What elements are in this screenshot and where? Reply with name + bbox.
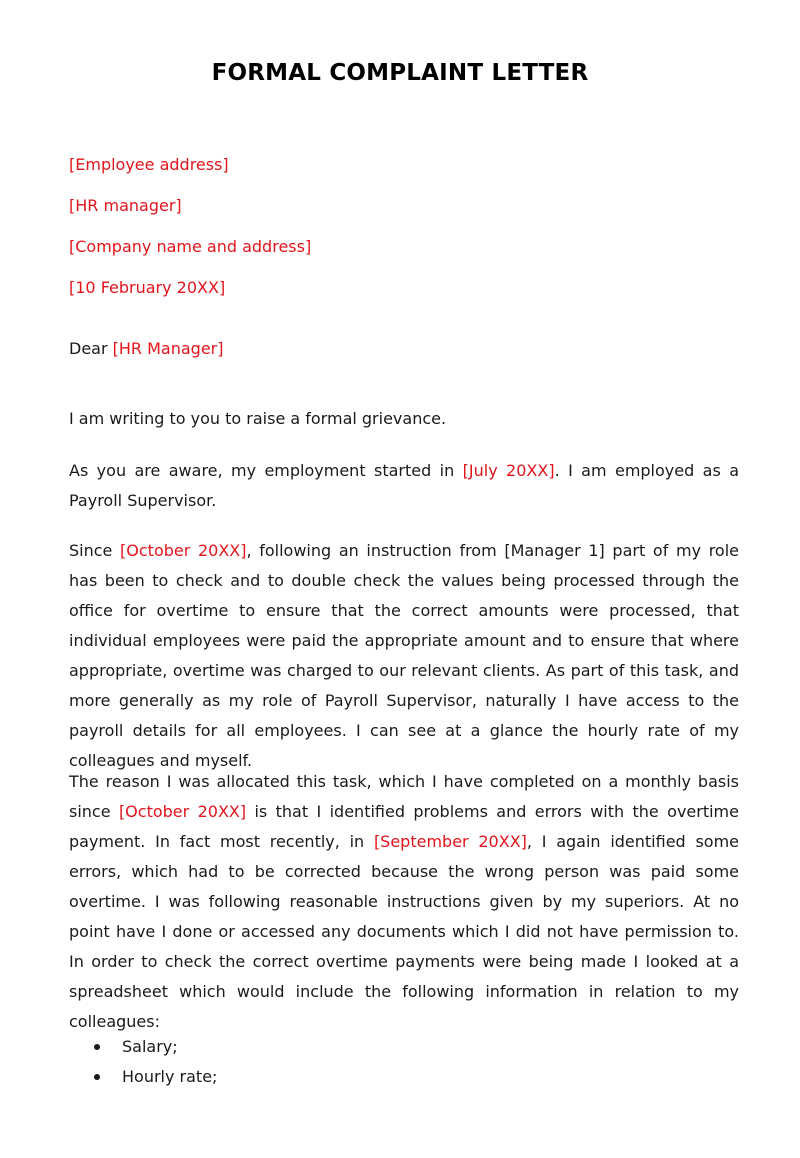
paragraph-reason (69, 767, 739, 1037)
salutation-name: [HR Manager] (112, 339, 224, 358)
para2-text-a: As you are aware, my employment started in (69, 461, 463, 480)
para4-date-1: [October 20XX] (118, 802, 247, 821)
hr-manager-line: [HR manager] (69, 196, 182, 215)
list-item (94, 1032, 217, 1062)
para3-text-b: , following an instruction from [Manager 1] part of my role has been to check and to double check the values being processed through the office for overtime to ensure that the correct amounts were processed, that individual employees were paid the appropriate amount and to ensure that where appropriate, overtime was charged to our relevant clients. As part of this task, and more generally as my role of Payroll Supervisor, naturally I have access to the payroll details for all employees. I can see at a glance the hourly rate of my colleagues and myself. (69, 541, 739, 770)
para4-text-c: , I again identified some errors, which had to be corrected because the wrong person was paid some overtime. I was following reasonable instructions given by my superiors. At no point have I done or accessed any documents which I did not have permission to. In order to check the correct overtime payments were being made I looked at a spreadsheet which would include the following information in relation to my colleagues: (69, 832, 740, 1031)
para3-text-a: Since (69, 541, 121, 560)
para4-date-2: [September 20XX] (373, 832, 527, 851)
para2-start-date: [July 20XX] (462, 461, 555, 480)
salutation-prefix: Dear (69, 339, 113, 358)
employee-address: [Employee address] (69, 155, 229, 174)
company-name-address: [Company name and address] (69, 237, 312, 256)
para4-text-b: is that I identified problems and errors with the overtime payment. In fact most recently, in (69, 802, 739, 851)
paragraph-role (69, 536, 739, 776)
bullet-icon (94, 1074, 100, 1080)
letter-date: [10 February 20XX] (69, 278, 226, 297)
bullet-icon (94, 1044, 100, 1050)
para4-text-a: The reason I was allocated this task, which I have completed on a monthly basis since (69, 772, 739, 821)
salutation (69, 339, 224, 359)
paragraph-intro: I am writing to you to raise a formal grievance. (69, 409, 447, 428)
para3-date: [October 20XX] (120, 541, 247, 560)
para2-text-b: . I am employed as a Payroll Supervisor. (69, 461, 739, 510)
list-item (94, 1062, 217, 1092)
bullet-text: Hourly rate; (122, 1067, 218, 1086)
paragraph-employment (69, 456, 739, 516)
letter-title: FORMAL COMPLAINT LETTER (211, 60, 589, 86)
info-bullet-list (94, 1032, 217, 1092)
bullet-text: Salary; (122, 1037, 178, 1056)
